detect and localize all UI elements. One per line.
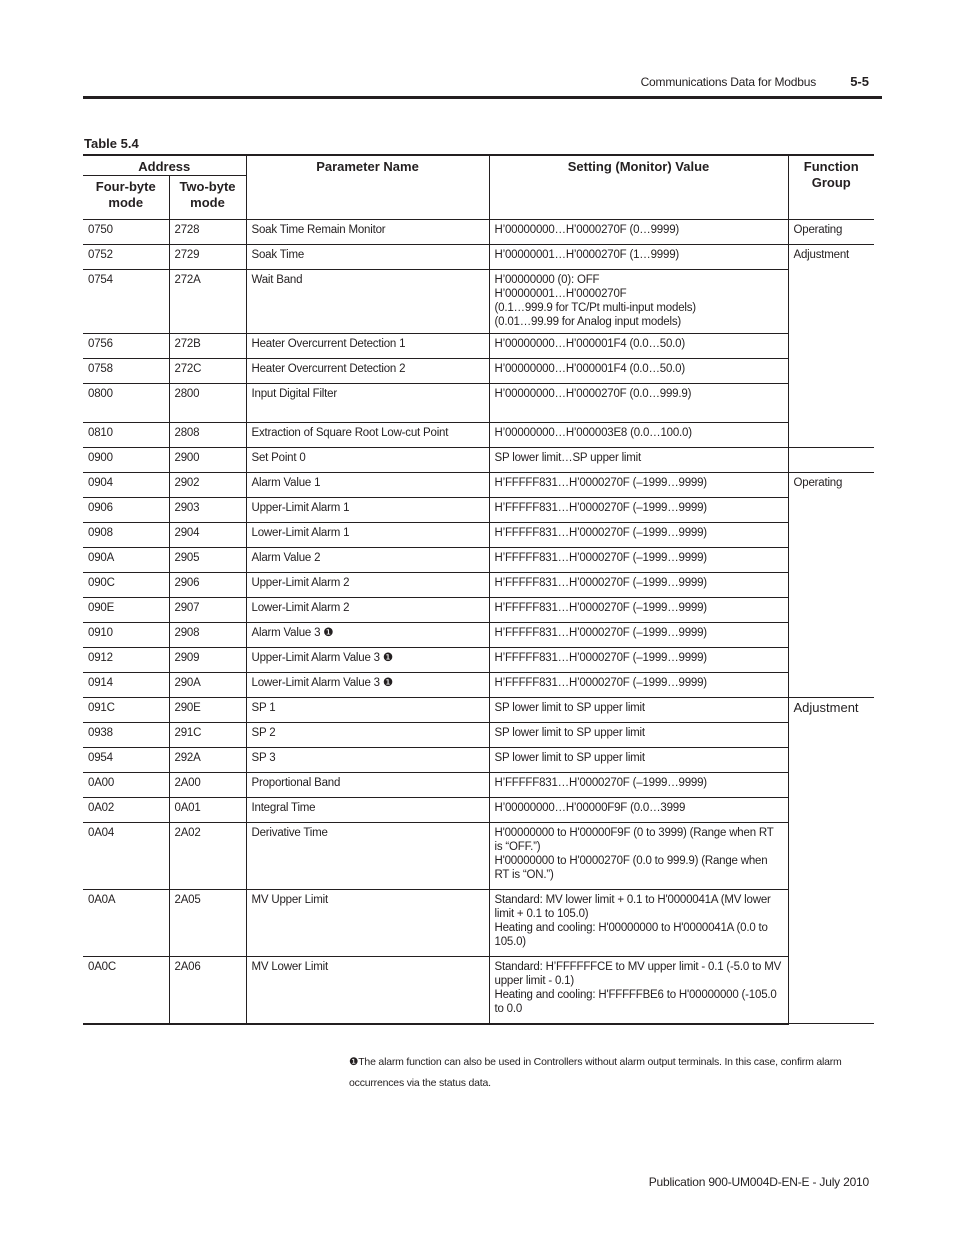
setting-value-cell: SP lower limit to SP upper limit <box>489 698 788 723</box>
four-byte-address-cell: 090E <box>83 598 169 623</box>
table-row <box>83 623 874 648</box>
two-byte-address-cell: 2729 <box>169 245 246 270</box>
setting-value-cell: SP lower limit to SP upper limit <box>489 748 788 773</box>
two-byte-address-cell: 2905 <box>169 548 246 573</box>
four-byte-address-cell: 0954 <box>83 748 169 773</box>
four-byte-address-cell: 0908 <box>83 523 169 548</box>
setting-value-cell: H’FFFFF831…H’0000270F (–1999…9999) <box>489 623 788 648</box>
setting-value-cell: H’FFFFF831…H’0000270F (–1999…9999) <box>489 573 788 598</box>
two-byte-address-cell: 2903 <box>169 498 246 523</box>
two-byte-address-cell: 2906 <box>169 573 246 598</box>
setting-value-cell: H’00000000 (0): OFF H’00000001…H’0000270F (0.1…999.9 for TC/Pt multi-input models) (0.01…99.99 for Analog input models) <box>489 270 788 334</box>
table-row <box>83 423 874 448</box>
table-caption: Table 5.4 <box>84 136 139 151</box>
two-byte-address-cell: 272A <box>169 270 246 334</box>
table-row <box>83 673 874 698</box>
footnote: ❶The alarm function can also be used in Controllers without alarm output terminals. In this case, confirm alarm occurrences via the status data. <box>349 1056 842 1089</box>
parameter-name-cell: MV Lower Limit <box>246 957 489 1024</box>
function-group-cell: Adjustment <box>788 245 874 448</box>
four-byte-address-cell: 0938 <box>83 723 169 748</box>
two-byte-address-cell: 2800 <box>169 384 246 423</box>
parameter-name-cell: SP 1 <box>246 698 489 723</box>
parameter-name-cell: Lower-Limit Alarm Value 3 ❶ <box>246 673 489 698</box>
parameter-name-cell: Input Digital Filter <box>246 384 489 423</box>
parameter-name-cell: Extraction of Square Root Low-cut Point <box>246 423 489 448</box>
setting-value-cell: H’FFFFF831…H’0000270F (–1999…9999) <box>489 648 788 673</box>
page-number: 5-5 <box>850 74 869 89</box>
publication-footer: Publication 900-UM004D-EN-E - July 2010 <box>648 1175 869 1189</box>
table-row <box>83 823 874 890</box>
parameter-name-cell: Soak Time <box>246 245 489 270</box>
setting-value-cell: H’00000000…H’0000270F (0.0…999.9) <box>489 384 788 423</box>
setting-value-cell: H’FFFFF831…H’0000270F (–1999…9999) <box>489 773 788 798</box>
table-row <box>83 270 874 334</box>
parameter-name-cell: Heater Overcurrent Detection 1 <box>246 334 489 359</box>
table-row <box>83 220 874 245</box>
parameter-name-cell: Soak Time Remain Monitor <box>246 220 489 245</box>
table-row <box>83 384 874 423</box>
table-row <box>83 523 874 548</box>
parameter-name-cell: Proportional Band <box>246 773 489 798</box>
setting-value-cell: H’00000000…H’000003E8 (0.0…100.0) <box>489 423 788 448</box>
two-byte-address-cell: 2A05 <box>169 890 246 957</box>
table-row <box>83 334 874 359</box>
two-byte-address-cell: 2A06 <box>169 957 246 1024</box>
table-row <box>83 498 874 523</box>
parameter-name-cell: Set Point 0 <box>246 448 489 473</box>
setting-value-cell: SP lower limit to SP upper limit <box>489 723 788 748</box>
running-header-title: Communications Data for Modbus <box>640 75 816 89</box>
setting-value-cell: H’00000000…H’00000F9F (0.0…3999 <box>489 798 788 823</box>
four-byte-address-cell: 0752 <box>83 245 169 270</box>
table-row <box>83 548 874 573</box>
four-byte-address-cell: 0756 <box>83 334 169 359</box>
setting-value-cell: H’00000000…H’000001F4 (0.0…50.0) <box>489 359 788 384</box>
parameter-name-cell: SP 2 <box>246 723 489 748</box>
parameter-name-cell: Integral Time <box>246 798 489 823</box>
header-function-group: Function Group <box>788 155 874 220</box>
table-row <box>83 698 874 723</box>
table-row <box>83 598 874 623</box>
two-byte-address-cell: 2A00 <box>169 773 246 798</box>
four-byte-address-cell: 0A0A <box>83 890 169 957</box>
two-byte-address-cell: 292A <box>169 748 246 773</box>
setting-value-cell: Standard: MV lower limit + 0.1 to H'0000041A (MV lower limit + 0.1 to 105.0) Heating and cooling: H'00000000 to H'0000041A (0.0 to 105.0) <box>489 890 788 957</box>
table-row <box>83 648 874 673</box>
four-byte-address-cell: 0754 <box>83 270 169 334</box>
modbus-data-table <box>83 154 874 1025</box>
two-byte-address-cell: 0A01 <box>169 798 246 823</box>
header-rule <box>83 96 882 99</box>
table-row <box>83 773 874 798</box>
two-byte-address-cell: 2902 <box>169 473 246 498</box>
four-byte-address-cell: 0912 <box>83 648 169 673</box>
two-byte-address-cell: 2907 <box>169 598 246 623</box>
parameter-name-cell: SP 3 <box>246 748 489 773</box>
two-byte-address-cell: 2908 <box>169 623 246 648</box>
two-byte-address-cell: 2900 <box>169 448 246 473</box>
parameter-name-cell: Lower-Limit Alarm 2 <box>246 598 489 623</box>
setting-value-cell: H’FFFFF831…H’0000270F (–1999…9999) <box>489 598 788 623</box>
table-row <box>83 957 874 1024</box>
function-group-cell <box>788 448 874 473</box>
four-byte-address-cell: 0910 <box>83 623 169 648</box>
four-byte-address-cell: 0904 <box>83 473 169 498</box>
header-address: Address <box>83 155 246 176</box>
parameter-name-cell: Upper-Limit Alarm 2 <box>246 573 489 598</box>
four-byte-address-cell: 0A0C <box>83 957 169 1024</box>
table-row <box>83 748 874 773</box>
four-byte-address-cell: 0914 <box>83 673 169 698</box>
function-group-cell: Operating <box>788 473 874 698</box>
table-row <box>83 448 874 473</box>
parameter-name-cell: MV Upper Limit <box>246 890 489 957</box>
two-byte-address-cell: 290A <box>169 673 246 698</box>
two-byte-address-cell: 272B <box>169 334 246 359</box>
setting-value-cell: H’FFFFF831…H’0000270F (–1999…9999) <box>489 498 788 523</box>
setting-value-cell: H’FFFFF831…H’0000270F (–1999…9999) <box>489 473 788 498</box>
four-byte-address-cell: 091C <box>83 698 169 723</box>
four-byte-address-cell: 0900 <box>83 448 169 473</box>
table-row <box>83 359 874 384</box>
parameter-name-cell: Upper-Limit Alarm 1 <box>246 498 489 523</box>
four-byte-address-cell: 0A00 <box>83 773 169 798</box>
setting-value-cell: H’00000001…H’0000270F (1…9999) <box>489 245 788 270</box>
four-byte-address-cell: 0A04 <box>83 823 169 890</box>
two-byte-address-cell: 291C <box>169 723 246 748</box>
setting-value-cell: H’00000000…H’000001F4 (0.0…50.0) <box>489 334 788 359</box>
four-byte-address-cell: 090A <box>83 548 169 573</box>
header-setting-value: Setting (Monitor) Value <box>489 155 788 220</box>
two-byte-address-cell: 2904 <box>169 523 246 548</box>
four-byte-address-cell: 0906 <box>83 498 169 523</box>
setting-value-cell: H’FFFFF831…H’0000270F (–1999…9999) <box>489 673 788 698</box>
table-row <box>83 890 874 957</box>
two-byte-address-cell: 2A02 <box>169 823 246 890</box>
parameter-name-cell: Heater Overcurrent Detection 2 <box>246 359 489 384</box>
four-byte-address-cell: 0800 <box>83 384 169 423</box>
table-row <box>83 473 874 498</box>
four-byte-address-cell: 0758 <box>83 359 169 384</box>
parameter-name-cell: Upper-Limit Alarm Value 3 ❶ <box>246 648 489 673</box>
setting-value-cell: H’FFFFF831…H’0000270F (–1999…9999) <box>489 523 788 548</box>
parameter-name-cell: Wait Band <box>246 270 489 334</box>
table-row <box>83 723 874 748</box>
function-group-cell: Operating <box>788 220 874 245</box>
two-byte-address-cell: 272C <box>169 359 246 384</box>
parameter-name-cell: Alarm Value 3 ❶ <box>246 623 489 648</box>
parameter-name-cell: Lower-Limit Alarm 1 <box>246 523 489 548</box>
four-byte-address-cell: 0810 <box>83 423 169 448</box>
table-row <box>83 573 874 598</box>
four-byte-address-cell: 090C <box>83 573 169 598</box>
two-byte-address-cell: 2728 <box>169 220 246 245</box>
header-two-byte-mode: Two-byte mode <box>169 176 246 220</box>
setting-value-cell: H’00000000…H’0000270F (0…9999) <box>489 220 788 245</box>
header-four-byte-mode: Four-byte mode <box>83 176 169 220</box>
four-byte-address-cell: 0750 <box>83 220 169 245</box>
two-byte-address-cell: 2909 <box>169 648 246 673</box>
setting-value-cell: SP lower limit…SP upper limit <box>489 448 788 473</box>
four-byte-address-cell: 0A02 <box>83 798 169 823</box>
setting-value-cell: Standard: H’FFFFFFCE to MV upper limit - 0.1 (-5.0 to MV upper limit - 0.1) Heating and cooling: H'FFFFFBE6 to H'00000000 (-105.0 to 0.0 <box>489 957 788 1024</box>
setting-value-cell: H'00000000 to H'00000F9F (0 to 3999) (Range when RT is “OFF.”) H'00000000 to H'0000270F (0.0 to 999.9) (Range when RT is “ON.”) <box>489 823 788 890</box>
parameter-name-cell: Alarm Value 2 <box>246 548 489 573</box>
two-byte-address-cell: 2808 <box>169 423 246 448</box>
setting-value-cell: H’FFFFF831…H’0000270F (–1999…9999) <box>489 548 788 573</box>
table-row <box>83 798 874 823</box>
function-group-cell: Adjustment <box>788 698 874 1024</box>
table-row <box>83 245 874 270</box>
parameter-name-cell: Alarm Value 1 <box>246 473 489 498</box>
header-parameter-name: Parameter Name <box>246 155 489 220</box>
two-byte-address-cell: 290E <box>169 698 246 723</box>
parameter-name-cell: Derivative Time <box>246 823 489 890</box>
